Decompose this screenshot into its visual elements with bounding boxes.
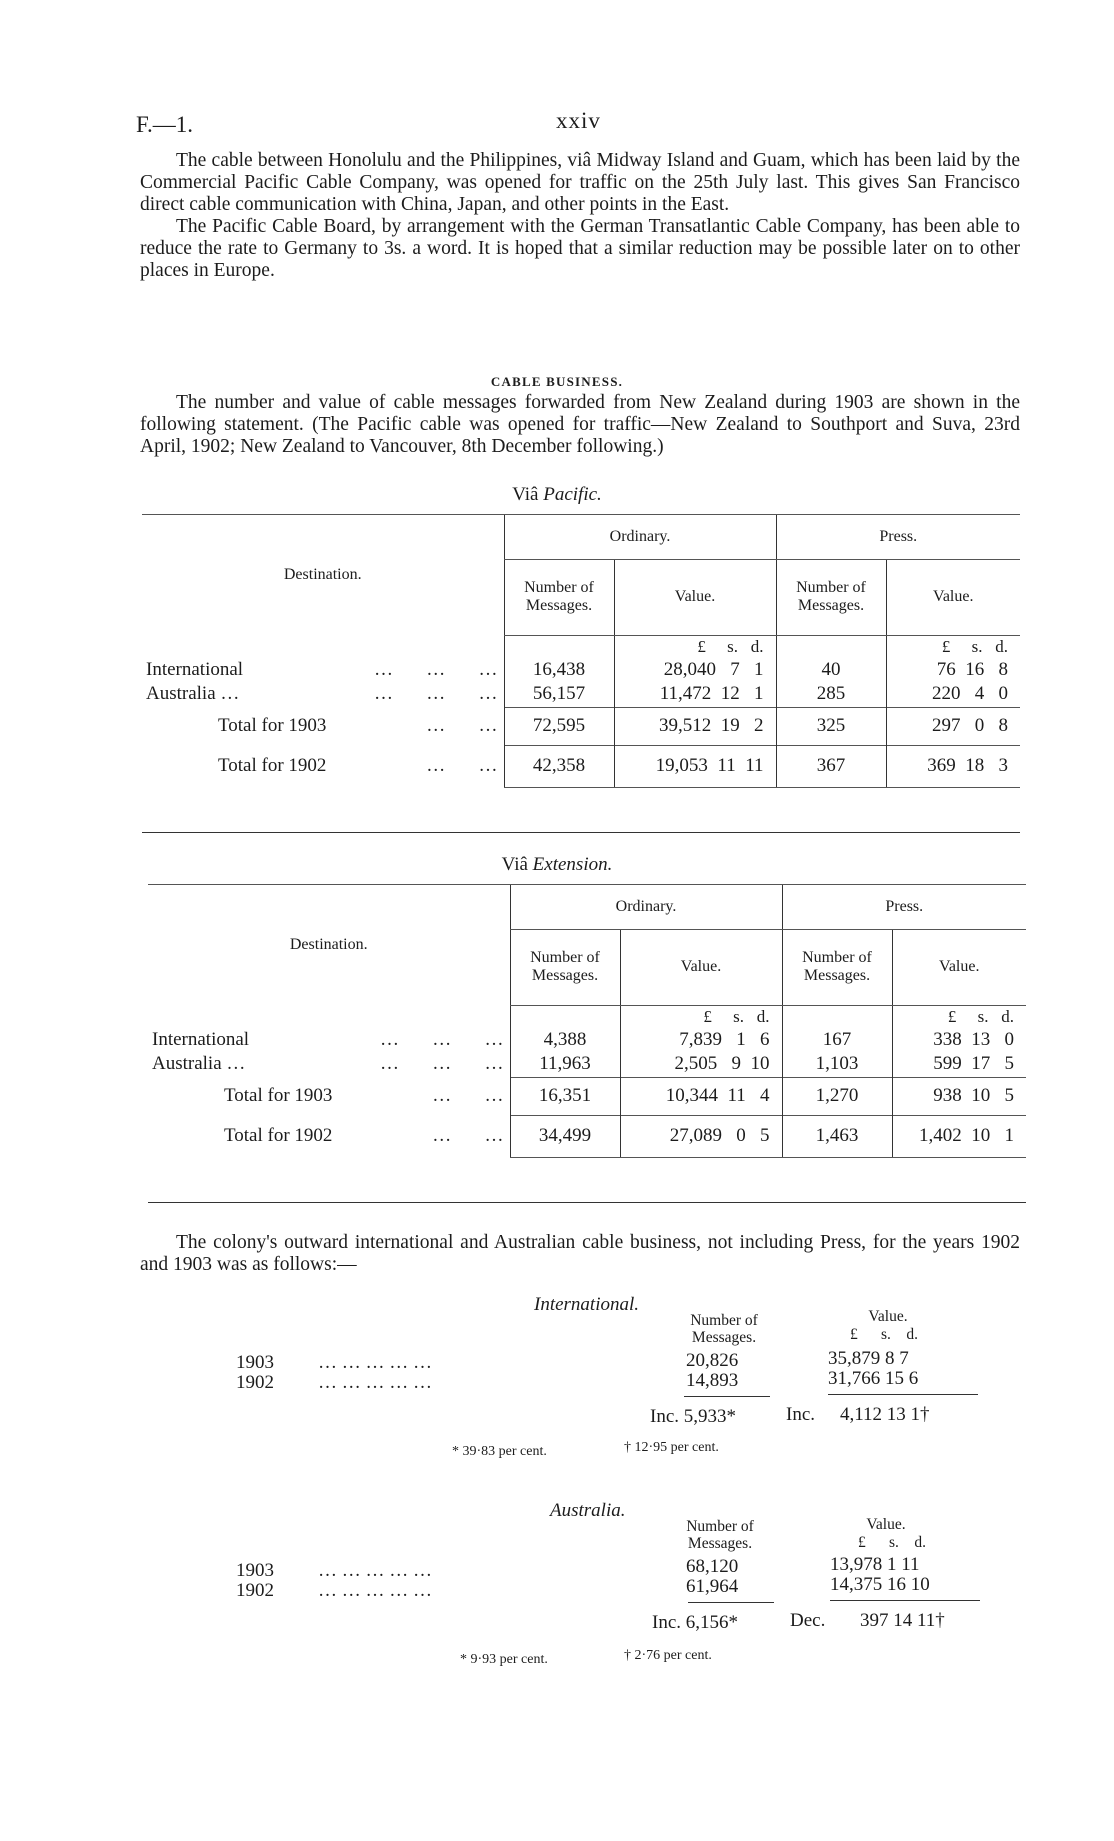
percent-note: * 39·83 per cent. bbox=[452, 1444, 547, 1459]
ordinary-value-cell: 19,053 11 11 bbox=[614, 745, 776, 787]
press-value-cell: 938 10 5 bbox=[892, 1077, 1026, 1115]
extension-label: Extension. bbox=[532, 854, 613, 875]
press-value-cell: 338 13 0 bbox=[892, 1029, 1026, 1051]
press-messages-cell: 1,463 bbox=[782, 1115, 892, 1157]
intro-section bbox=[140, 150, 1020, 282]
total-label: Total for 1902 bbox=[218, 755, 327, 776]
ordinary-messages-cell: 56,157 bbox=[504, 681, 614, 707]
summary-value: 14,375 16 10 bbox=[830, 1574, 930, 1595]
ordinary-value-header: Value. bbox=[620, 929, 782, 1005]
press-value-cell: 599 17 5 bbox=[892, 1051, 1026, 1077]
ordinary-value-cell: 11,472 12 1 bbox=[614, 681, 776, 707]
total-1902-row bbox=[148, 1115, 1026, 1157]
leader-dots: … … … … … bbox=[318, 1560, 432, 1581]
ordinary-messages-cell: 72,595 bbox=[504, 707, 614, 745]
cable-business-title: CABLE BUSINESS. bbox=[490, 374, 624, 389]
press-value-cell: 76 16 8 bbox=[886, 659, 1020, 681]
table-row bbox=[148, 1029, 1026, 1051]
ordinary-value-cell: 28,040 7 1 bbox=[614, 659, 776, 681]
via-label: Viâ bbox=[501, 854, 528, 875]
ordinary-value-cell: 10,344 11 4 bbox=[620, 1077, 782, 1115]
ordinary-value-cell: 7,839 1 6 bbox=[620, 1029, 782, 1051]
leader-dots: … … … bbox=[380, 1053, 504, 1074]
destination-header: Destination. bbox=[289, 936, 368, 953]
press-header: Press. bbox=[782, 885, 1026, 929]
extension-table bbox=[148, 884, 1026, 1158]
sum-rule bbox=[688, 1602, 774, 1603]
leader-dots: … … … … … bbox=[318, 1580, 432, 1601]
ordinary-header: Ordinary. bbox=[504, 515, 776, 559]
total-1903-row bbox=[142, 707, 1020, 745]
leader-dots: … … … … … bbox=[318, 1372, 432, 1393]
leader-dots: … … bbox=[432, 1125, 504, 1146]
ordinary-value-cell: 39,512 19 2 bbox=[614, 707, 776, 745]
summary-decrease-prefix: Dec. bbox=[790, 1610, 826, 1631]
destination-cell: Australia … bbox=[146, 683, 240, 704]
destination-cell: International bbox=[152, 1029, 250, 1050]
ordinary-header: Ordinary. bbox=[510, 885, 782, 929]
summary-increase-prefix: Inc. bbox=[786, 1404, 816, 1425]
destination-cell: International bbox=[146, 659, 244, 680]
press-value-cell: 297 0 8 bbox=[886, 707, 1020, 745]
summary-value: 35,879 8 7 bbox=[828, 1348, 909, 1369]
cable-business-paragraph: The number and value of cable messages forwarded from New Zealand during 1903 are shown in the following statement. (The Pacific cable was opened for traffic—New Zealand to Southport and Suva, 23rd April, 1902; New Zealand to Vancouver, 8th December following.) bbox=[140, 392, 1020, 457]
press-messages-header: Number of Messages. bbox=[782, 929, 892, 1005]
summary-messages: 20,826 bbox=[686, 1350, 739, 1371]
press-value-header: Value. bbox=[892, 929, 1026, 1005]
summary-year: 1903 bbox=[236, 1560, 274, 1581]
summary-year: 1902 bbox=[236, 1372, 274, 1393]
press-messages-cell: 1,103 bbox=[782, 1051, 892, 1077]
ordinary-messages-cell: 16,438 bbox=[504, 659, 614, 681]
percent-note: † 12·95 per cent. bbox=[624, 1440, 719, 1455]
leader-dots: … … … bbox=[380, 1029, 504, 1050]
press-messages-cell: 367 bbox=[776, 745, 886, 787]
destination-cell: Australia … bbox=[152, 1053, 246, 1074]
summary-messages: 61,964 bbox=[686, 1576, 739, 1597]
outward-paragraph: The colony's outward international and Australian cable business, not including Press, for the years 1902 and 1903 was as follows:— bbox=[140, 1232, 1020, 1275]
lsd-header: £ s. d. bbox=[886, 635, 1020, 659]
document-reference: F.—1. bbox=[136, 112, 193, 137]
sum-rule bbox=[684, 1396, 770, 1397]
summary-increase-messages: Inc. 5,933* bbox=[650, 1406, 737, 1427]
ordinary-value-header: Value. bbox=[614, 559, 776, 635]
australia-title: Australia. bbox=[550, 1500, 626, 1521]
table-row bbox=[142, 681, 1020, 707]
leader-dots: … … … bbox=[374, 659, 498, 680]
summary-increase-value: 4,112 13 1† bbox=[840, 1404, 930, 1425]
lsd-header: £ s. d. bbox=[850, 1326, 919, 1343]
summary-year: 1903 bbox=[236, 1352, 274, 1373]
ordinary-messages-header: Number of Messages. bbox=[504, 559, 614, 635]
percent-note: † 2·76 per cent. bbox=[624, 1648, 712, 1663]
press-messages-cell: 1,270 bbox=[782, 1077, 892, 1115]
total-1903-row bbox=[148, 1077, 1026, 1115]
australia-messages-header: Number of Messages. bbox=[686, 1518, 754, 1552]
summary-increase-messages: Inc. 6,156* bbox=[652, 1612, 739, 1633]
international-value-header: Value. bbox=[868, 1308, 908, 1325]
summary-messages: 14,893 bbox=[686, 1370, 739, 1391]
lsd-header: £ s. d. bbox=[614, 635, 776, 659]
page-number: xxiv bbox=[556, 108, 601, 133]
international-title: International. bbox=[534, 1294, 640, 1315]
press-value-header: Value. bbox=[886, 559, 1020, 635]
pacific-table-title bbox=[0, 484, 1114, 506]
press-value-cell: 220 4 0 bbox=[886, 681, 1020, 707]
via-label: Viâ bbox=[512, 484, 539, 505]
ordinary-messages-cell: 34,499 bbox=[510, 1115, 620, 1157]
total-label: Total for 1902 bbox=[224, 1125, 333, 1146]
international-messages-header: Number of Messages. bbox=[690, 1312, 758, 1346]
ordinary-messages-cell: 16,351 bbox=[510, 1077, 620, 1115]
press-value-cell: 1,402 10 1 bbox=[892, 1115, 1026, 1157]
press-header: Press. bbox=[776, 515, 1020, 559]
summary-value: 31,766 15 6 bbox=[828, 1368, 919, 1389]
destination-header: Destination. bbox=[283, 566, 362, 583]
sum-rule bbox=[828, 1394, 978, 1395]
lsd-header: £ s. d. bbox=[620, 1005, 782, 1029]
ordinary-value-cell: 2,505 9 10 bbox=[620, 1051, 782, 1077]
summary-year: 1902 bbox=[236, 1580, 274, 1601]
table-row bbox=[142, 659, 1020, 681]
press-messages-cell: 285 bbox=[776, 681, 886, 707]
ordinary-messages-cell: 11,963 bbox=[510, 1051, 620, 1077]
ordinary-messages-cell: 4,388 bbox=[510, 1029, 620, 1051]
leader-dots: … … bbox=[426, 755, 498, 776]
table-bottom-rule bbox=[148, 1202, 1026, 1203]
press-messages-cell: 325 bbox=[776, 707, 886, 745]
summary-value: 13,978 1 11 bbox=[830, 1554, 920, 1575]
total-label: Total for 1903 bbox=[218, 715, 327, 736]
pacific-label: Pacific. bbox=[543, 484, 602, 505]
leader-dots: … … bbox=[426, 715, 498, 736]
percent-note: * 9·93 per cent. bbox=[460, 1652, 548, 1667]
leader-dots: … … bbox=[432, 1085, 504, 1106]
press-messages-header: Number of Messages. bbox=[776, 559, 886, 635]
intro-paragraph-1: The cable between Honolulu and the Philippines, viâ Midway Island and Guam, which has been laid by the Commercial Pacific Cable Company, was opened for traffic on the 25th July last. This gives San Francisco direct cable communication with China, Japan, and other points in the East. bbox=[140, 150, 1020, 215]
summary-decrease-value: 397 14 11† bbox=[860, 1610, 945, 1631]
cable-business-text bbox=[140, 392, 1020, 458]
press-value-cell: 369 18 3 bbox=[886, 745, 1020, 787]
outward-section bbox=[140, 1232, 1020, 1276]
press-messages-cell: 40 bbox=[776, 659, 886, 681]
leader-dots: … … … bbox=[374, 683, 498, 704]
total-label: Total for 1903 bbox=[224, 1085, 333, 1106]
leader-dots: … … … … … bbox=[318, 1352, 432, 1373]
table-bottom-rule bbox=[142, 832, 1020, 833]
lsd-header: £ s. d. bbox=[892, 1005, 1026, 1029]
press-messages-cell: 167 bbox=[782, 1029, 892, 1051]
total-1902-row bbox=[142, 745, 1020, 787]
table-row bbox=[148, 1051, 1026, 1077]
ordinary-messages-cell: 42,358 bbox=[504, 745, 614, 787]
pacific-table bbox=[142, 514, 1020, 788]
extension-table-title bbox=[0, 854, 1114, 876]
intro-paragraph-2: The Pacific Cable Board, by arrangement with the German Transatlantic Cable Company, has been able to reduce the rate to Germany to 3s. a word. It is hoped that a similar reduction may be possible later on to other places in Europe. bbox=[140, 216, 1020, 281]
ordinary-messages-header: Number of Messages. bbox=[510, 929, 620, 1005]
ordinary-value-cell: 27,089 0 5 bbox=[620, 1115, 782, 1157]
summary-messages: 68,120 bbox=[686, 1556, 739, 1577]
sum-rule bbox=[830, 1600, 980, 1601]
australia-value-header: Value. bbox=[866, 1516, 906, 1533]
lsd-header: £ s. d. bbox=[858, 1534, 927, 1551]
